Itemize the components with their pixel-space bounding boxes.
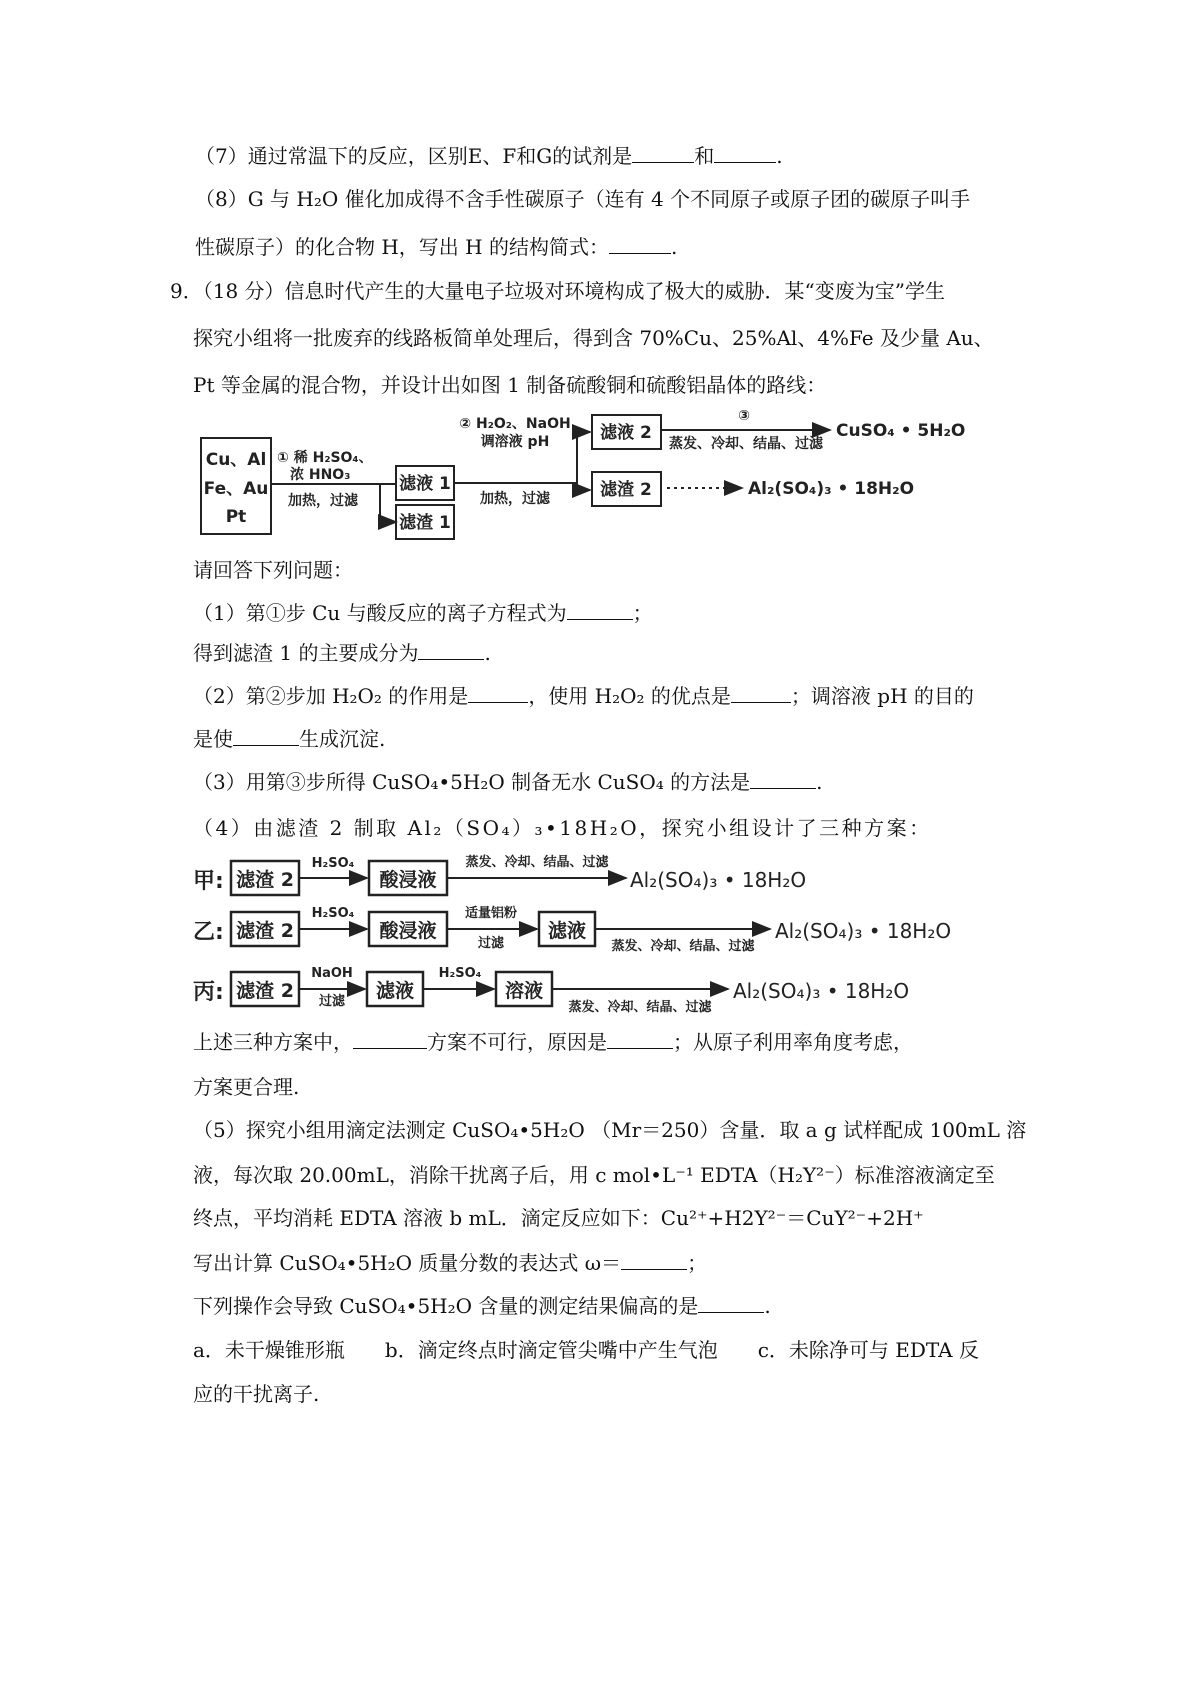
sub2-text: ；调溶液 pH 的目的 [790,684,974,708]
scheme-box-text: 酸浸液 [379,869,437,891]
sub2-text: （2）第②步加 H₂O₂ 的作用是 [193,684,469,708]
sub2-text: ，使用 H₂O₂ 的优点是 [528,684,731,708]
scheme-label: 乙: [193,920,224,945]
arrow-label: H₂SO₄ [438,966,482,981]
step3-cond: 蒸发、冷却、结晶、过滤 [669,436,823,452]
arrow-label: 蒸发、冷却、结晶、过滤 [611,939,755,954]
scheme-box-text: 滤液 [375,980,415,1002]
q7-and: 和 [694,144,715,168]
arrow-label: 适量铝粉 [464,906,518,921]
arrow-label: 蒸发、冷却、结晶、过滤 [568,1000,712,1015]
arrow-label: H₂SO₄ [311,906,355,921]
scheme-product: Al₂(SO₄)₃ • 18H₂O [630,868,807,892]
q7-text: （7）通过常温下的反应，区别E、F和G的试剂是 [195,144,633,168]
sub4-answer-line-2: 方案更合理. [193,1075,300,1099]
filtrate1: 滤液 1 [399,474,451,494]
q8-text: 性碳原子）的化合物 H，写出 H 的结构简式： [195,235,609,259]
sub5-end: . [764,1294,771,1318]
arrow-label: H₂SO₄ [311,856,355,871]
step2-cond: 加热，过滤 [480,491,550,507]
q8-end: . [670,235,678,259]
arrow-label: 过滤 [477,936,505,951]
scheme-label: 丙: [193,980,224,1005]
sub4-text: 方案不可行，原因是 [427,1030,607,1054]
sub5-options-line-2: 应的干扰离子. [193,1382,320,1406]
sub1-end: ； [632,601,653,625]
q9-prompt: 请回答下列问题： [193,558,353,582]
start-line: Cu、Al [205,450,267,470]
product-cu: CuSO₄ • 5H₂O [836,421,966,441]
sub5-end: ； [687,1251,708,1275]
scheme-box-text: 滤渣 2 [236,920,294,942]
answer-blank[interactable] [698,1294,764,1313]
q9-header-1: 9．（18 分）信息时代产生的大量电子垃圾对环境构成了极大的威胁．某“变废为宝”学生 [170,279,945,303]
step2-label: 调溶液 pH [480,434,550,450]
sub5-line-4 [193,1249,707,1277]
sub5-text: 写出计算 CuSO₄•5H₂O 质量分数的表达式 ω＝ [193,1251,622,1275]
scheme-box-text: 酸浸液 [379,920,437,942]
answer-blank[interactable] [621,1251,687,1270]
answer-blank[interactable] [607,1030,673,1049]
q8-line-1: （8）G 与 H₂O 催化加成得不含手性碳原子（连有 4 个不同原子或原子团的碳原子叫手 [195,187,971,211]
q9-header-3: Pt 等金属的混合物，并设计出如图 1 制备硫酸铜和硫酸铝晶体的路线： [193,373,827,397]
q7-end: . [776,144,783,168]
start-line: Fe、Au [203,479,269,499]
sub1-end: . [484,641,491,665]
arrow-label: 蒸发、冷却、结晶、过滤 [465,855,609,870]
sub1-text: （1）第①步 Cu 与酸反应的离子方程式为 [193,601,567,625]
sub5-line-1: （5）探究小组用滴定法测定 CuSO₄•5H₂O （Mr＝250）含量．取 a g 试样配成 100mL 溶 [193,1118,1027,1142]
sub3-end: . [816,770,823,794]
answer-blank[interactable] [353,1030,427,1049]
scheme-box-text: 滤渣 2 [236,869,294,891]
sub5-options-line: a．未干燥锥形瓶 b．滴定终点时滴定管尖嘴中产生气泡 c．未除净可与 EDTA 反 [193,1338,979,1362]
sub4-text: ；从原子利用率角度考虑， [673,1030,913,1054]
step2-label: ② H₂O₂、NaOH [459,416,571,432]
sub5-line-3: 终点，平均消耗 EDTA 溶液 b mL．滴定反应如下：Cu²⁺+H2Y²⁻＝CuY²⁻+2H⁺ [193,1206,924,1230]
sub2-end: 生成沉淀. [299,727,386,751]
scheme-box-text: 滤渣 2 [236,980,294,1002]
product-al: Al₂(SO₄)₃ • 18H₂O [748,479,915,499]
scheme-box-text: 溶液 [504,980,544,1002]
step1-cond: 加热，过滤 [288,493,358,509]
start-line: Pt [225,507,247,527]
residue2: 滤渣 2 [600,480,652,500]
step3-label: ③ [738,408,750,424]
arrow-label: NaOH [311,966,353,981]
arrow-label: 过滤 [318,994,346,1009]
sub4-line: （4）由滤渣 2 制取 Al₂（SO₄）₃•18H₂O，探究小组设计了三种方案： [193,816,932,840]
sub4-text: 上述三种方案中， [193,1030,353,1054]
sub5-line-5 [193,1292,771,1320]
q9-header-2: 探究小组将一批废弃的线路板简单处理后，得到含 70%Cu、25%Al、4%Fe 及少量 Au、 [193,326,994,350]
scheme-product: Al₂(SO₄)₃ • 18H₂O [775,919,952,943]
residue1: 滤渣 1 [399,513,451,533]
step1-label: ① 稀 H₂SO₄、 [277,450,373,466]
scheme-box-text: 滤液 [547,920,587,942]
filtrate2: 滤液 2 [600,423,652,443]
sub4-answer-line [193,1028,913,1056]
sub2-text: 是使 [193,727,233,751]
step1-label: 浓 HNO₃ [290,467,351,483]
sub3-text: （3）用第③步所得 CuSO₄•5H₂O 制备无水 CuSO₄ 的方法是 [193,770,751,794]
sub1-text: 得到滤渣 1 的主要成分为 [193,641,419,665]
scheme-label: 甲: [193,869,224,894]
sub5-text: 下列操作会导致 CuSO₄•5H₂O 含量的测定结果偏高的是 [193,1294,699,1318]
scheme-product: Al₂(SO₄)₃ • 18H₂O [733,979,910,1003]
sub5-line-2: 液，每次取 20.00mL，消除干扰离子后，用 c mol•L⁻¹ EDTA（H₂Y²⁻）标准溶液滴定至 [193,1163,995,1187]
